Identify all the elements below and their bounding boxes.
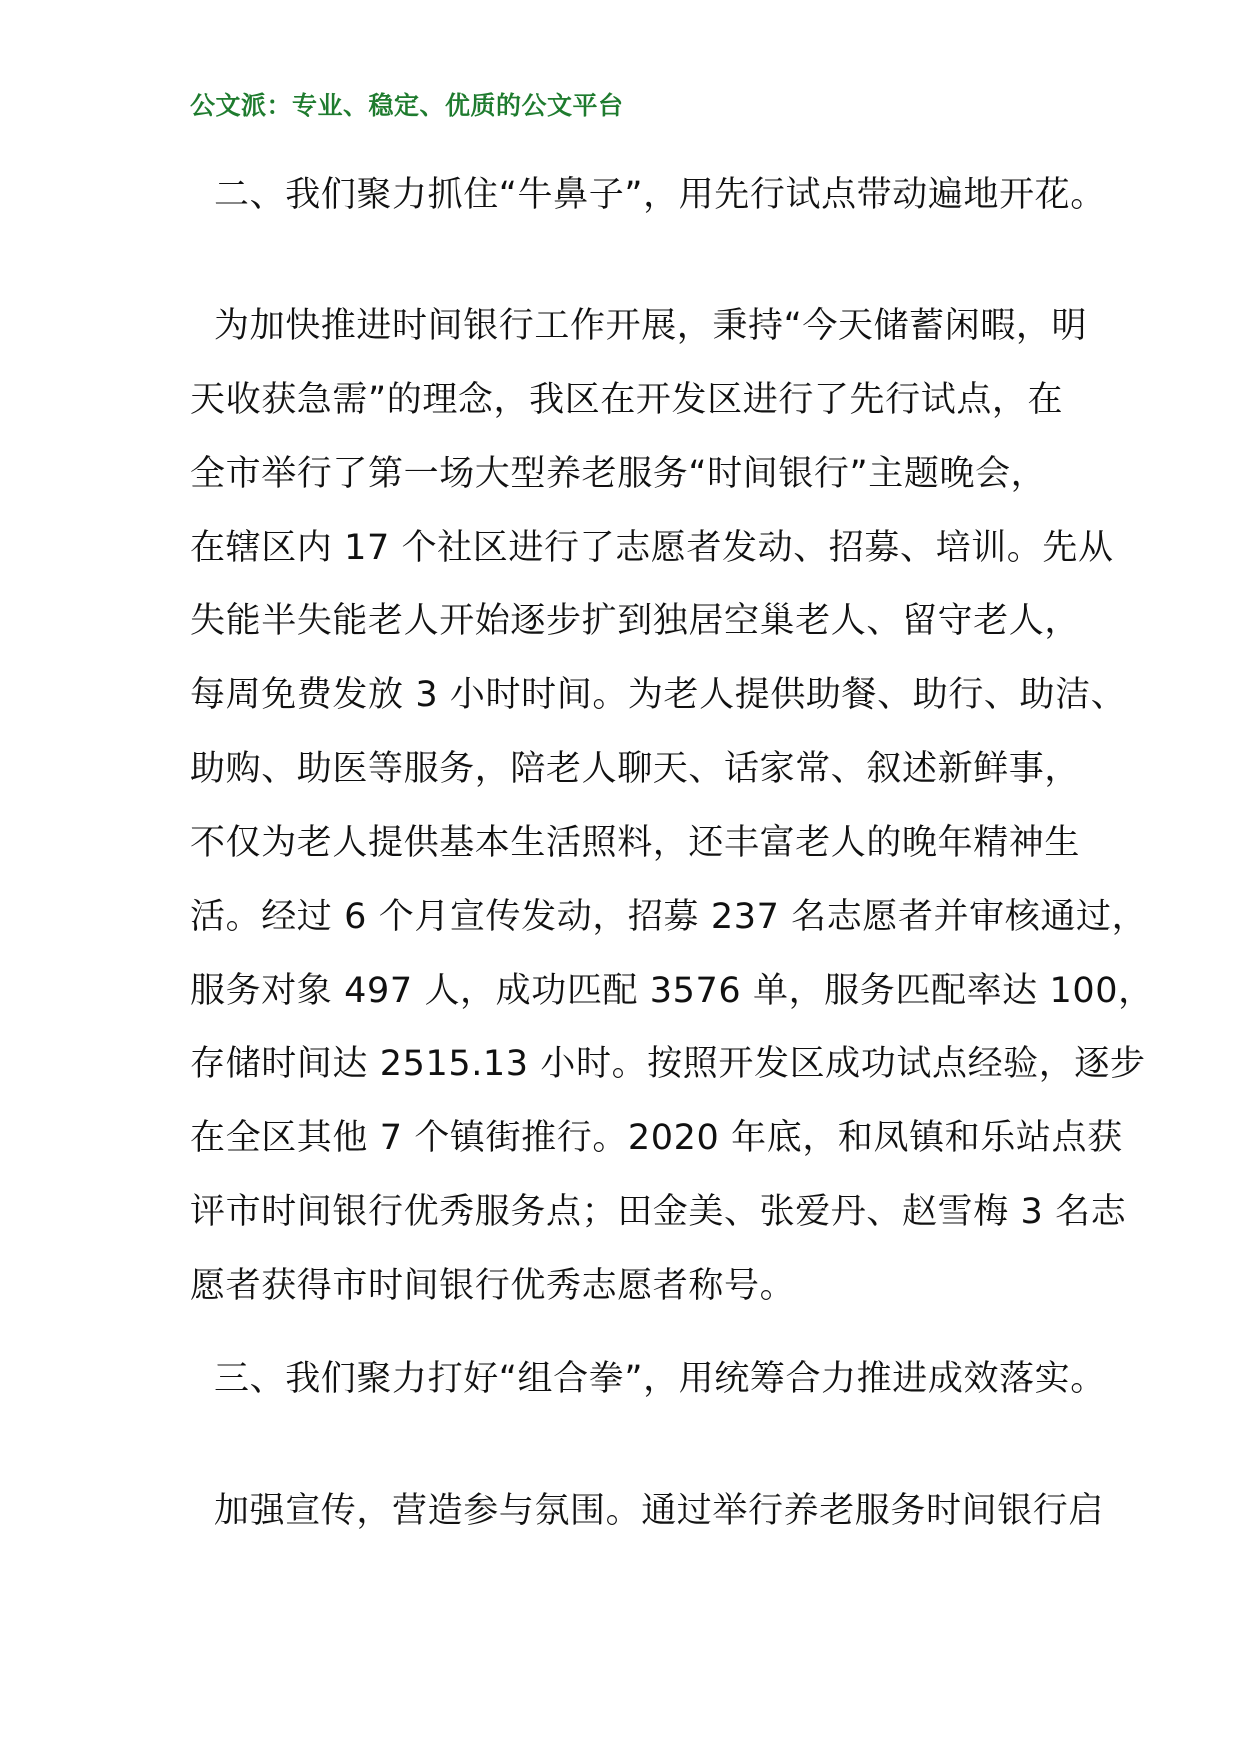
paragraph-line: 为加快推进时间银行工作开展，秉持“今天储蓄闲暇，明 (214, 306, 1088, 346)
paragraph-line: 活。经过 6 个月宣传发动，招募 237 名志愿者并审核通过， (190, 897, 1148, 937)
paragraph-line: 存储时间达 2515.13 小时。按照开发区成功试点经验，逐步 (190, 1044, 1146, 1084)
paragraph-line: 全市举行了第一场大型养老服务“时间银行”主题晚会， (190, 454, 1047, 494)
paragraph-line: 加强宣传，营造参与氛围。通过举行养老服务时间银行启 (214, 1491, 1105, 1531)
paragraph-line: 每周免费发放 3 小时时间。为老人提供助餐、助行、助洁、 (190, 675, 1127, 715)
paragraph-line: 评市时间银行优秀服务点；田金美、张爱丹、赵雪梅 3 名志 (190, 1192, 1127, 1232)
paragraph-line: 助购、助医等服务，陪老人聊天、话家常、叙述新鲜事， (190, 749, 1081, 789)
paragraph-line: 失能半失能老人开始逐步扩到独居空巢老人、留守老人， (190, 601, 1081, 641)
paragraph-line: 天收获急需”的理念，我区在开发区进行了先行试点，在 (190, 380, 1064, 420)
paragraph-line: 在辖区内 17 个社区进行了志愿者发动、招募、培训。先从 (190, 528, 1114, 568)
paragraph-line: 服务对象 497 人，成功匹配 3576 单，服务匹配率达 100， (190, 971, 1154, 1011)
paragraph-line: 在全区其他 7 个镇街推行。2020 年底，和凤镇和乐站点获 (190, 1118, 1123, 1158)
paragraph-line: 不仅为老人提供基本生活照料，还丰富老人的晚年精神生 (190, 823, 1081, 863)
section-heading-3: 三、我们聚力打好“组合拳”，用统筹合力推进成效落实。 (214, 1359, 1106, 1399)
paragraph-line: 愿者获得市时间银行优秀志愿者称号。 (190, 1266, 796, 1306)
section-heading-2: 二、我们聚力抓住“牛鼻子”，用先行试点带动遍地开花。 (214, 175, 1106, 215)
watermark-header: 公文派：专业、稳定、优质的公文平台 (190, 91, 624, 120)
